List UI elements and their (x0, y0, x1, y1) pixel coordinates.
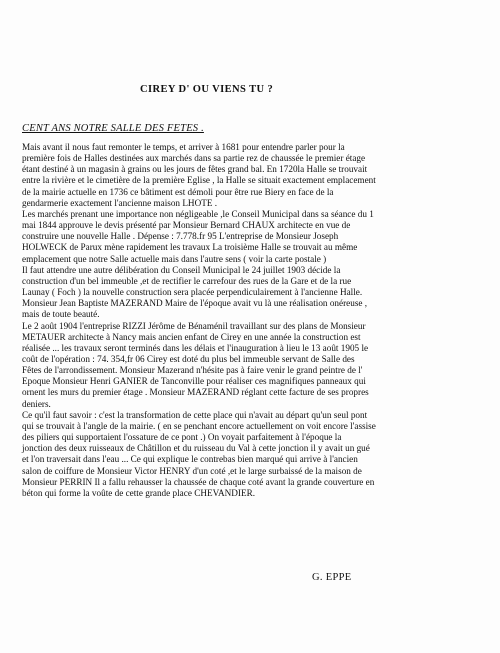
text-line: mai 1844 approuve le devis présenté par Monsieur Bernard CHAUX architecte en vue de (22, 220, 351, 231)
text-line: deniers. (22, 398, 51, 409)
text-line: Epoque Monsieur Henri GANIER de Tanconville pour réaliser ces magnifiques panneaux qui (22, 376, 366, 387)
text-line: Il faut attendre une autre délibération du Conseil Municipal le 24 juillet 1903 décide la (22, 264, 341, 275)
author-signature: G. EPPE (312, 572, 352, 583)
text-line: coût de l'opération : 74. 354,fr 06 Cirey est doté du plus bel immeuble servant de Salle des (22, 353, 355, 364)
text-line: première fois de Halles destinées aux marchés dans sa partie rez de chaussée le premier étage (22, 153, 366, 164)
text-line: Les marchés prenant une importance non négligeable ,le Conseil Municipal dans sa séance du 1 (22, 208, 374, 219)
text-line: METAUER architecte à Nancy mais ancien enfant de Cirey en une année la construction est (22, 331, 361, 342)
text-line: mais de toute beauté. (22, 309, 100, 320)
text-line: emplacement que notre Salle actuelle mais dans l'autre sens ( voir la carte postale ) (22, 253, 327, 264)
text-line: de la mairie actuelle en 1736 ce bâtiment est démoli pour être rue Biery en face de la (22, 186, 334, 197)
text-line: Monsieur Jean Baptiste MAZERAND Maire de l'époque avait vu là une réalisation onéreuse , (22, 298, 368, 309)
body-text (22, 142, 477, 499)
text-line: Ce qu'il faut savoir : c'est la transformation de cette place qui n'avait au départ qu'un seul pont (22, 409, 368, 420)
text-line: des piliers qui supportaient l'ossature de ce pont .) On voyait parfaitement à l'époque la (22, 432, 342, 443)
text-line: Fêtes de l'arrondissement. Monsieur Mazerand n'hésite pas à faire venir le grand peintre de l' (22, 365, 363, 376)
text-line: réalisée ... les travaux seront terminés dans les délais et l'inauguration à lieu le 13 août 1905 le (22, 342, 369, 353)
text-line: gendarmerie exactement l'ancienne maison LHOTE . (22, 197, 218, 208)
text-line: Launay ( Foch ) la nouvelle construction sera placée perpendiculairement à l'ancienne Halle. (22, 287, 363, 298)
text-line: Monsieur PERRIN Il a fallu rehausser la chaussée de chaque coté avant la grande couverture en (22, 476, 375, 487)
text-line: construire une nouvelle Halle . Dépense : 7.778.fr 95 L'entreprise de Monsieur Joseph (22, 231, 339, 242)
text-line: Le 2 août 1904 l'entreprise RIZZI Jérôme de Bénaménil travaillant sur des plans de Monsieur (22, 320, 366, 331)
document-subtitle: CENT ANS NOTRE SALLE DES FETES . (22, 123, 204, 134)
text-line: jonction des deux ruisseaux de Châtillon et du ruisseau du Val à cette jonction il y avait un gué (22, 443, 370, 454)
text-line: ornent les murs du premier étage . Monsieur MAZERAND réglant cette facture de ses propres (22, 387, 369, 398)
text-line: construction d'un bel immeuble ,et de rectifier le carrefour des rues de la Gare et de la rue (22, 275, 352, 286)
text-line: qui se trouvait à l'angle de la mairie. ( en se penchant encore actuellement on voit encore l'assise (22, 420, 376, 431)
text-line: HOLWECK de Parux mène rapidement les travaux La troisième Halle se trouvait au même (22, 242, 358, 253)
text-line: salon de coiffure de Monsieur Victor HENRY d'un coté ,et le large surbaissé de la maison de (22, 465, 362, 476)
document-title: CIREY D' OU VIENS TU ? (140, 84, 274, 95)
text-line: Mais avant il nous faut remonter le temps, et arriver à 1681 pour entendre parler pour la (22, 142, 345, 152)
text-line: étant destiné à un magasin à grains ou les jours de fêtes grand bal. En 1720la Halle se trouvait (22, 164, 368, 175)
text-line: béton qui forme la voûte de cette grande place CHEVANDIER. (22, 487, 256, 498)
text-line: entre la rivière et le cimetière de la première Eglise , la Halle se situait exactement emplacement (22, 175, 376, 186)
text-line: et l'on traversait dans l'eau ... Ce qui explique le contrebas bien marqué qui arrive à l'ancien (22, 454, 358, 465)
